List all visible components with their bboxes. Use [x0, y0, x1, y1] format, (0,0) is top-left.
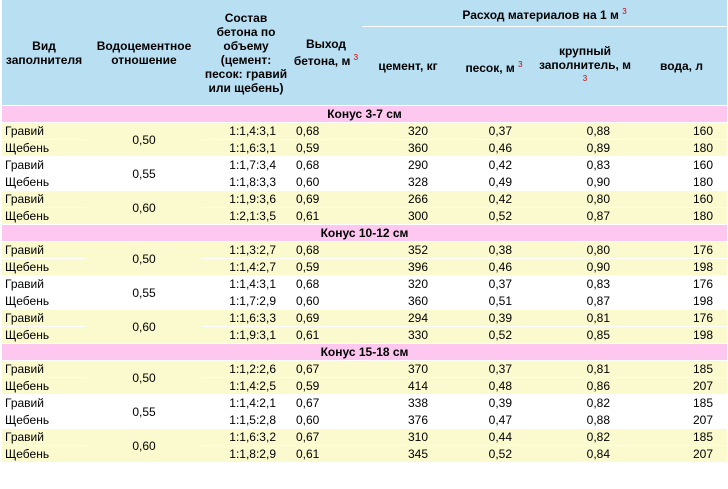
- cell-cement: 338: [362, 395, 454, 412]
- concrete-mix-table: [2, 0, 727, 463]
- cell-composition: 1:2,1:3,5: [202, 208, 290, 225]
- cell-aggregate: Щебень: [2, 140, 86, 157]
- cell-water: 180: [636, 140, 727, 157]
- cell-coarse: 0,80: [534, 191, 636, 208]
- cell-sand: 0,39: [454, 395, 534, 412]
- cell-yield: 0,61: [290, 446, 362, 463]
- cell-water: 207: [636, 378, 727, 395]
- cell-cement: 370: [362, 361, 454, 378]
- table-row: [2, 429, 727, 446]
- cell-cement: 376: [362, 412, 454, 429]
- cell-composition: 1:1,9:3,6: [202, 191, 290, 208]
- table-row: [2, 157, 727, 174]
- cell-cement: 360: [362, 293, 454, 310]
- cell-wc-ratio: 0,55: [86, 276, 202, 310]
- cell-water: 160: [636, 191, 727, 208]
- cell-water: 180: [636, 174, 727, 191]
- cell-aggregate: Гравий: [2, 242, 86, 259]
- cell-yield: 0,69: [290, 191, 362, 208]
- section-title: Конус 10-12 см: [2, 225, 727, 242]
- cell-sand: 0,42: [454, 157, 534, 174]
- cell-wc-ratio: 0,50: [86, 361, 202, 395]
- cell-composition: 1:1,8:3,3: [202, 174, 290, 191]
- cell-composition: 1:1,3:2,7: [202, 242, 290, 259]
- cell-composition: 1:1,8:2,9: [202, 446, 290, 463]
- cell-wc-ratio: 0,55: [86, 157, 202, 191]
- cell-cement: 330: [362, 327, 454, 344]
- cell-sand: 0,37: [454, 123, 534, 140]
- cell-yield: 0,60: [290, 412, 362, 429]
- cell-aggregate: Гравий: [2, 429, 86, 446]
- cell-cement: 310: [362, 429, 454, 446]
- cell-aggregate: Щебень: [2, 174, 86, 191]
- cell-sand: 0,48: [454, 378, 534, 395]
- cell-coarse: 0,87: [534, 293, 636, 310]
- cell-sand: 0,37: [454, 361, 534, 378]
- cell-coarse: 0,85: [534, 327, 636, 344]
- header-coarse: крупный заполнитель, м $^3$: [534, 27, 636, 106]
- cell-composition: 1:1,9:3,1: [202, 327, 290, 344]
- cell-cement: 414: [362, 378, 454, 395]
- cell-water: 176: [636, 276, 727, 293]
- cell-composition: 1:1,7:3,4: [202, 157, 290, 174]
- cell-cement: 266: [362, 191, 454, 208]
- cell-water: 185: [636, 361, 727, 378]
- table-row: [2, 310, 727, 327]
- section-row: [2, 225, 727, 242]
- cell-sand: 0,39: [454, 310, 534, 327]
- cell-yield: 0,60: [290, 293, 362, 310]
- cell-water: 176: [636, 242, 727, 259]
- cell-coarse: 0,82: [534, 395, 636, 412]
- cell-water: 207: [636, 412, 727, 429]
- cell-aggregate: Щебень: [2, 412, 86, 429]
- cell-aggregate: Гравий: [2, 395, 86, 412]
- cell-cement: 352: [362, 242, 454, 259]
- cell-cement: 396: [362, 259, 454, 276]
- header-yield: Выход бетона, м $^3$: [290, 0, 362, 106]
- cell-coarse: 0,83: [534, 157, 636, 174]
- cell-coarse: 0,88: [534, 412, 636, 429]
- cell-aggregate: Щебень: [2, 208, 86, 225]
- header-coarse-sup: 3: [582, 73, 588, 83]
- cell-aggregate: Гравий: [2, 123, 86, 140]
- cell-sand: 0,51: [454, 293, 534, 310]
- cell-yield: 0,67: [290, 395, 362, 412]
- cell-yield: 0,59: [290, 140, 362, 157]
- cell-water: 198: [636, 259, 727, 276]
- cell-coarse: 0,84: [534, 446, 636, 463]
- cell-yield: 0,67: [290, 429, 362, 446]
- cell-cement: 294: [362, 310, 454, 327]
- table-row: [2, 191, 727, 208]
- cell-coarse: 0,80: [534, 242, 636, 259]
- cell-aggregate: Щебень: [2, 378, 86, 395]
- table-row: [2, 361, 727, 378]
- cell-sand: 0,46: [454, 140, 534, 157]
- cell-water: 185: [636, 429, 727, 446]
- cell-coarse: 0,89: [534, 140, 636, 157]
- cell-composition: 1:1,6:3,1: [202, 140, 290, 157]
- cell-composition: 1:1,4:2,7: [202, 259, 290, 276]
- header-consumption: Расход материалов на 1 м $^3$: [362, 0, 727, 27]
- table-row: [2, 242, 727, 259]
- cell-composition: 1:1,7:2,9: [202, 293, 290, 310]
- header-yield-sup: 3: [353, 53, 359, 62]
- cell-aggregate: Щебень: [2, 259, 86, 276]
- cell-wc-ratio: 0,50: [86, 242, 202, 276]
- cell-yield: 0,59: [290, 259, 362, 276]
- cell-water: 198: [636, 327, 727, 344]
- cell-sand: 0,38: [454, 242, 534, 259]
- cell-aggregate: Гравий: [2, 361, 86, 378]
- cell-sand: 0,44: [454, 429, 534, 446]
- table-row: [2, 395, 727, 412]
- cell-sand: 0,52: [454, 446, 534, 463]
- header-sand-sup: 3: [518, 59, 523, 69]
- cell-coarse: 0,90: [534, 174, 636, 191]
- cell-water: 160: [636, 157, 727, 174]
- cell-yield: 0,68: [290, 123, 362, 140]
- header-cement: цемент, кг: [362, 27, 454, 106]
- cell-wc-ratio: 0,50: [86, 123, 202, 157]
- cell-sand: 0,37: [454, 276, 534, 293]
- cell-coarse: 0,82: [534, 429, 636, 446]
- cell-cement: 345: [362, 446, 454, 463]
- cell-sand: 0,46: [454, 259, 534, 276]
- cell-cement: 320: [362, 123, 454, 140]
- cell-yield: 0,68: [290, 276, 362, 293]
- cell-wc-ratio: 0,60: [86, 191, 202, 225]
- header-wc-ratio: Водоцементное отношение: [86, 0, 202, 106]
- cell-aggregate: Щебень: [2, 327, 86, 344]
- table-body: [2, 106, 727, 463]
- cell-cement: 360: [362, 140, 454, 157]
- header-consumption-sup: 3: [622, 6, 627, 16]
- cell-coarse: 0,81: [534, 310, 636, 327]
- cell-composition: 1:1,4:3,1: [202, 123, 290, 140]
- table-row: [2, 123, 727, 140]
- cell-aggregate: Гравий: [2, 310, 86, 327]
- cell-wc-ratio: 0,60: [86, 429, 202, 463]
- cell-composition: 1:1,4:2,1: [202, 395, 290, 412]
- cell-water: 185: [636, 395, 727, 412]
- cell-water: 176: [636, 310, 727, 327]
- cell-cement: 290: [362, 157, 454, 174]
- cell-coarse: 0,83: [534, 276, 636, 293]
- section-row: [2, 106, 727, 123]
- cell-sand: 0,47: [454, 412, 534, 429]
- cell-composition: 1:1,6:3,2: [202, 429, 290, 446]
- cell-aggregate: Гравий: [2, 276, 86, 293]
- cell-cement: 320: [362, 276, 454, 293]
- cell-coarse: 0,90: [534, 259, 636, 276]
- section-row: [2, 344, 727, 361]
- cell-sand: 0,52: [454, 208, 534, 225]
- cell-yield: 0,60: [290, 174, 362, 191]
- cell-water: 207: [636, 446, 727, 463]
- cell-coarse: 0,86: [534, 378, 636, 395]
- cell-yield: 0,68: [290, 242, 362, 259]
- cell-water: 198: [636, 293, 727, 310]
- cell-aggregate: Щебень: [2, 446, 86, 463]
- section-title: Конус 15-18 см: [2, 344, 727, 361]
- section-title: Конус 3-7 см: [2, 106, 727, 123]
- header-composition: Состав бетона по объему (цемент: песок: гравий или щебень): [202, 0, 290, 106]
- cell-yield: 0,68: [290, 157, 362, 174]
- table-row: [2, 276, 727, 293]
- cell-aggregate: Щебень: [2, 293, 86, 310]
- cell-coarse: 0,87: [534, 208, 636, 225]
- cell-coarse: 0,81: [534, 361, 636, 378]
- cell-yield: 0,61: [290, 208, 362, 225]
- cell-aggregate: Гравий: [2, 191, 86, 208]
- cell-yield: 0,69: [290, 310, 362, 327]
- header-aggregate: Вид заполнителя: [2, 0, 86, 106]
- cell-composition: 1:1,6:3,3: [202, 310, 290, 327]
- cell-sand: 0,49: [454, 174, 534, 191]
- cell-yield: 0,61: [290, 327, 362, 344]
- cell-yield: 0,59: [290, 378, 362, 395]
- table-header: [2, 0, 727, 106]
- cell-wc-ratio: 0,60: [86, 310, 202, 344]
- header-sand: песок, м $^3$: [454, 27, 534, 106]
- cell-sand: 0,42: [454, 191, 534, 208]
- cell-aggregate: Гравий: [2, 157, 86, 174]
- cell-composition: 1:1,4:2,5: [202, 378, 290, 395]
- cell-cement: 328: [362, 174, 454, 191]
- cell-coarse: 0,88: [534, 123, 636, 140]
- cell-cement: 300: [362, 208, 454, 225]
- cell-yield: 0,67: [290, 361, 362, 378]
- cell-composition: 1:1,2:2,6: [202, 361, 290, 378]
- cell-water: 180: [636, 208, 727, 225]
- cell-composition: 1:1,5:2,8: [202, 412, 290, 429]
- cell-wc-ratio: 0,55: [86, 395, 202, 429]
- cell-composition: 1:1,4:3,1: [202, 276, 290, 293]
- cell-sand: 0,52: [454, 327, 534, 344]
- header-water: вода, л: [636, 27, 727, 106]
- cell-water: 160: [636, 123, 727, 140]
